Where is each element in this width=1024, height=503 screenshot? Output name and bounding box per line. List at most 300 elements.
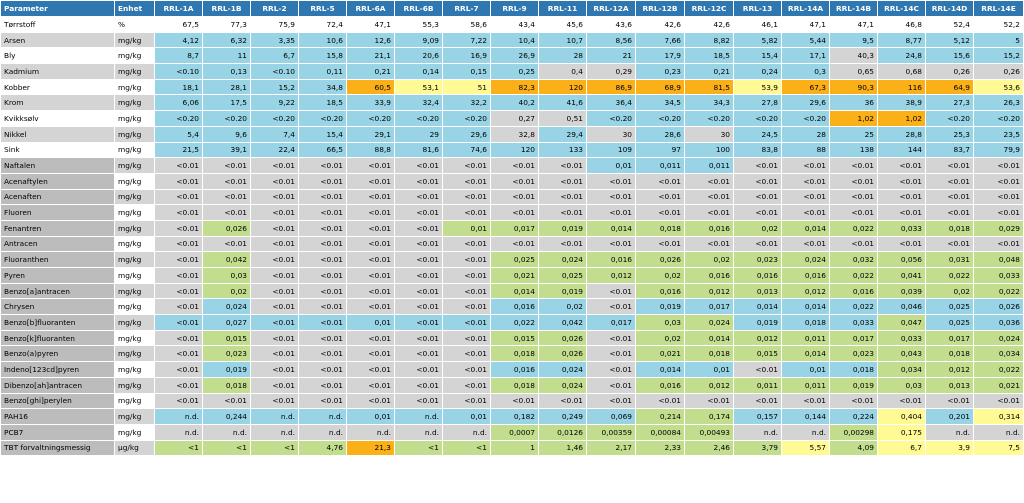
- value-cell: 0,03: [878, 377, 926, 393]
- value-cell: 0,144: [782, 409, 830, 425]
- value-cell: <0.20: [587, 111, 636, 127]
- value-cell: 0,51: [539, 111, 587, 127]
- value-cell: <0.20: [974, 111, 1024, 127]
- value-cell: 21,3: [347, 440, 395, 456]
- value-cell: <0.01: [299, 158, 347, 174]
- value-cell: 0,021: [636, 346, 685, 362]
- value-cell: <0.20: [299, 111, 347, 127]
- value-cell: <0.01: [299, 315, 347, 331]
- value-cell: <0.01: [491, 393, 539, 409]
- value-cell: <0.01: [830, 189, 878, 205]
- value-cell: n.d.: [395, 424, 443, 440]
- value-cell: 0,011: [734, 377, 782, 393]
- value-cell: 32,8: [491, 126, 539, 142]
- value-cell: 97: [636, 142, 685, 158]
- value-cell: 5,4: [155, 126, 203, 142]
- value-cell: 29,4: [539, 126, 587, 142]
- value-cell: <0.01: [587, 299, 636, 315]
- value-cell: <0.20: [443, 111, 491, 127]
- table-row: [1, 299, 1024, 315]
- value-cell: 34,8: [299, 79, 347, 95]
- value-cell: 0,036: [974, 315, 1024, 331]
- column-header-sample: RRL-6B: [395, 1, 443, 17]
- value-cell: <0.20: [395, 111, 443, 127]
- value-cell: 81,5: [685, 79, 734, 95]
- value-cell: 0,01: [347, 409, 395, 425]
- unit-cell: mg/kg: [115, 189, 155, 205]
- value-cell: 7,22: [443, 32, 491, 48]
- value-cell: 0,012: [782, 283, 830, 299]
- unit-cell: mg/kg: [115, 362, 155, 378]
- value-cell: 43,4: [491, 17, 539, 33]
- parameter-cell: Chrysen: [1, 299, 115, 315]
- value-cell: <0.01: [155, 236, 203, 252]
- value-cell: n.d.: [203, 424, 251, 440]
- table-row: [1, 252, 1024, 268]
- value-cell: <0.01: [299, 283, 347, 299]
- value-cell: <0.01: [347, 220, 395, 236]
- value-cell: 47,1: [347, 17, 395, 33]
- value-cell: <0.01: [782, 205, 830, 221]
- value-cell: 0,025: [926, 299, 974, 315]
- value-cell: 1,46: [539, 440, 587, 456]
- parameter-cell: Sink: [1, 142, 115, 158]
- value-cell: <0.01: [443, 268, 491, 284]
- table-row: [1, 48, 1024, 64]
- value-cell: <0.01: [299, 220, 347, 236]
- unit-cell: mg/kg: [115, 377, 155, 393]
- parameter-cell: PCB7: [1, 424, 115, 440]
- value-cell: 109: [587, 142, 636, 158]
- value-cell: 4,12: [155, 32, 203, 48]
- table-row: [1, 409, 1024, 425]
- value-cell: <0.01: [299, 268, 347, 284]
- value-cell: <0.01: [734, 205, 782, 221]
- value-cell: 0,018: [203, 377, 251, 393]
- value-cell: 133: [539, 142, 587, 158]
- value-cell: 1: [491, 440, 539, 456]
- table-row: [1, 17, 1024, 33]
- value-cell: 28: [782, 126, 830, 142]
- value-cell: 5,12: [926, 32, 974, 48]
- table-row: [1, 424, 1024, 440]
- value-cell: <0.01: [251, 315, 299, 331]
- value-cell: <0.01: [443, 377, 491, 393]
- value-cell: <0.01: [587, 189, 636, 205]
- value-cell: 0,019: [539, 220, 587, 236]
- table-body: [1, 17, 1024, 456]
- value-cell: 0,016: [636, 283, 685, 299]
- value-cell: 28,1: [203, 79, 251, 95]
- value-cell: 0,024: [685, 315, 734, 331]
- value-cell: 0,249: [539, 409, 587, 425]
- value-cell: 0,042: [203, 252, 251, 268]
- value-cell: <0.01: [347, 158, 395, 174]
- value-cell: 0,026: [539, 330, 587, 346]
- value-cell: 29,1: [347, 126, 395, 142]
- value-cell: 0,019: [636, 299, 685, 315]
- value-cell: 0,013: [734, 283, 782, 299]
- value-cell: <0.01: [974, 189, 1024, 205]
- parameter-cell: Indeno[123cd]pyren: [1, 362, 115, 378]
- value-cell: 21,5: [155, 142, 203, 158]
- unit-cell: mg/kg: [115, 142, 155, 158]
- value-cell: <0.01: [443, 346, 491, 362]
- value-cell: 0,024: [974, 330, 1024, 346]
- column-header-sample: RRL-14D: [926, 1, 974, 17]
- value-cell: n.d.: [347, 424, 395, 440]
- value-cell: 6,7: [878, 440, 926, 456]
- column-header-sample: RRL-1B: [203, 1, 251, 17]
- column-header-sample: RRL-1A: [155, 1, 203, 17]
- value-cell: 47,1: [830, 17, 878, 33]
- value-cell: <0.01: [203, 173, 251, 189]
- parameter-cell: Kvikksølv: [1, 111, 115, 127]
- value-cell: <0.01: [347, 205, 395, 221]
- value-cell: 0,018: [491, 377, 539, 393]
- parameter-cell: Benzo[b]fluoranten: [1, 315, 115, 331]
- value-cell: 34,5: [636, 95, 685, 111]
- value-cell: 0,026: [636, 252, 685, 268]
- value-cell: 0,031: [926, 252, 974, 268]
- value-cell: 5,57: [782, 440, 830, 456]
- value-cell: <0.01: [299, 252, 347, 268]
- value-cell: <0.01: [539, 236, 587, 252]
- column-header-sample: RRL-12A: [587, 1, 636, 17]
- value-cell: 30: [685, 126, 734, 142]
- unit-cell: mg/kg: [115, 409, 155, 425]
- parameter-cell: Arsen: [1, 32, 115, 48]
- unit-cell: mg/kg: [115, 220, 155, 236]
- table-row: [1, 440, 1024, 456]
- value-cell: <0.01: [878, 205, 926, 221]
- value-cell: <1: [251, 440, 299, 456]
- value-cell: 5: [974, 32, 1024, 48]
- value-cell: 0,014: [782, 299, 830, 315]
- value-cell: <0.01: [878, 158, 926, 174]
- value-cell: 0,175: [878, 424, 926, 440]
- value-cell: 0,022: [830, 268, 878, 284]
- column-header-sample: RRL-2: [251, 1, 299, 17]
- value-cell: <0.01: [203, 205, 251, 221]
- value-cell: <0.01: [251, 362, 299, 378]
- value-cell: 0,022: [491, 315, 539, 331]
- value-cell: <0.01: [926, 393, 974, 409]
- value-cell: 42,6: [685, 17, 734, 33]
- unit-cell: mg/kg: [115, 173, 155, 189]
- value-cell: 0,034: [878, 362, 926, 378]
- value-cell: <0.01: [251, 299, 299, 315]
- value-cell: 0,069: [587, 409, 636, 425]
- value-cell: 120: [491, 142, 539, 158]
- value-cell: <0.01: [734, 158, 782, 174]
- table-row: [1, 393, 1024, 409]
- value-cell: 23,5: [974, 126, 1024, 142]
- value-cell: 0,01: [782, 362, 830, 378]
- value-cell: 0,012: [685, 377, 734, 393]
- value-cell: 0,03: [636, 315, 685, 331]
- column-header-sample: RRL-14B: [830, 1, 878, 17]
- parameter-cell: Acenaftylen: [1, 173, 115, 189]
- value-cell: 0,018: [491, 346, 539, 362]
- value-cell: 0,012: [734, 330, 782, 346]
- value-cell: 144: [878, 142, 926, 158]
- value-cell: 0,014: [587, 220, 636, 236]
- table-row: [1, 330, 1024, 346]
- value-cell: 0,033: [878, 330, 926, 346]
- value-cell: <0.01: [155, 330, 203, 346]
- value-cell: 0,11: [299, 64, 347, 80]
- value-cell: 0,056: [878, 252, 926, 268]
- value-cell: <0.01: [395, 205, 443, 221]
- value-cell: 15,4: [299, 126, 347, 142]
- value-cell: 0,02: [203, 283, 251, 299]
- parameter-cell: PAH16: [1, 409, 115, 425]
- value-cell: <0.01: [347, 346, 395, 362]
- value-cell: 0,3: [782, 64, 830, 80]
- value-cell: <0.01: [636, 189, 685, 205]
- value-cell: 82,3: [491, 79, 539, 95]
- value-cell: 38,9: [878, 95, 926, 111]
- value-cell: 53,9: [734, 79, 782, 95]
- value-cell: <0.01: [443, 299, 491, 315]
- value-cell: <0.01: [299, 362, 347, 378]
- value-cell: 29,6: [443, 126, 491, 142]
- value-cell: 17,9: [636, 48, 685, 64]
- value-cell: 46,8: [878, 17, 926, 33]
- value-cell: 8,7: [155, 48, 203, 64]
- value-cell: 29,6: [782, 95, 830, 111]
- value-cell: <0.01: [251, 205, 299, 221]
- value-cell: <0.01: [395, 377, 443, 393]
- value-cell: <0.01: [155, 362, 203, 378]
- value-cell: 0,047: [878, 315, 926, 331]
- value-cell: <0.01: [251, 189, 299, 205]
- parameter-cell: Pyren: [1, 268, 115, 284]
- value-cell: 0,027: [203, 315, 251, 331]
- value-cell: <0.01: [443, 283, 491, 299]
- value-cell: <0.01: [636, 393, 685, 409]
- value-cell: 0,018: [830, 362, 878, 378]
- value-cell: 0,025: [926, 315, 974, 331]
- value-cell: <0.01: [299, 173, 347, 189]
- value-cell: 22,4: [251, 142, 299, 158]
- unit-cell: mg/kg: [115, 205, 155, 221]
- value-cell: 0,01: [443, 220, 491, 236]
- value-cell: 138: [830, 142, 878, 158]
- value-cell: <0.01: [347, 189, 395, 205]
- value-cell: <0.01: [299, 377, 347, 393]
- value-cell: <0.01: [347, 283, 395, 299]
- value-cell: 27,3: [926, 95, 974, 111]
- value-cell: <0.01: [782, 158, 830, 174]
- unit-cell: mg/kg: [115, 32, 155, 48]
- value-cell: 3,79: [734, 440, 782, 456]
- value-cell: 15,8: [299, 48, 347, 64]
- value-cell: <0.01: [251, 330, 299, 346]
- value-cell: <0.01: [299, 299, 347, 315]
- value-cell: <0.01: [539, 393, 587, 409]
- column-header-sample: RRL-14E: [974, 1, 1024, 17]
- value-cell: 0,013: [926, 377, 974, 393]
- value-cell: 21,1: [347, 48, 395, 64]
- value-cell: <0.01: [395, 283, 443, 299]
- parameter-cell: Bly: [1, 48, 115, 64]
- parameter-cell: Kobber: [1, 79, 115, 95]
- value-cell: n.d.: [734, 424, 782, 440]
- table-row: [1, 126, 1024, 142]
- value-cell: <0.01: [926, 189, 974, 205]
- value-cell: 0,011: [782, 330, 830, 346]
- value-cell: 0,012: [587, 268, 636, 284]
- table-row: [1, 315, 1024, 331]
- unit-cell: mg/kg: [115, 268, 155, 284]
- value-cell: <0.01: [782, 173, 830, 189]
- value-cell: 0,404: [878, 409, 926, 425]
- unit-cell: mg/kg: [115, 252, 155, 268]
- value-cell: <0.01: [155, 220, 203, 236]
- value-cell: <0.01: [203, 158, 251, 174]
- unit-cell: mg/kg: [115, 393, 155, 409]
- value-cell: 0,03: [203, 268, 251, 284]
- value-cell: 0,018: [926, 346, 974, 362]
- value-cell: <0.01: [926, 158, 974, 174]
- value-cell: <0.01: [587, 283, 636, 299]
- table-row: [1, 95, 1024, 111]
- value-cell: 0,00298: [830, 424, 878, 440]
- parameter-cell: Benzo[k]fluoranten: [1, 330, 115, 346]
- value-cell: <0.01: [251, 346, 299, 362]
- value-cell: <0.01: [734, 393, 782, 409]
- value-cell: <0.01: [347, 236, 395, 252]
- value-cell: 0,022: [830, 299, 878, 315]
- value-cell: <0.01: [587, 205, 636, 221]
- value-cell: 36,4: [587, 95, 636, 111]
- value-cell: 79,9: [974, 142, 1024, 158]
- value-cell: 0,015: [734, 346, 782, 362]
- column-header-sample: RRL-6A: [347, 1, 395, 17]
- value-cell: <0.01: [974, 173, 1024, 189]
- value-cell: <0.01: [443, 362, 491, 378]
- value-cell: <0.01: [155, 393, 203, 409]
- value-cell: <0.01: [685, 173, 734, 189]
- value-cell: 0,02: [685, 252, 734, 268]
- value-cell: 0,016: [587, 252, 636, 268]
- value-cell: <0.01: [587, 346, 636, 362]
- column-header-sample: RRL-9: [491, 1, 539, 17]
- value-cell: n.d.: [782, 424, 830, 440]
- value-cell: 4,76: [299, 440, 347, 456]
- column-header-sample: RRL-13: [734, 1, 782, 17]
- parameter-cell: Naftalen: [1, 158, 115, 174]
- value-cell: 0,039: [878, 283, 926, 299]
- value-cell: 0,23: [636, 64, 685, 80]
- parameter-cell: Tørrstoff: [1, 17, 115, 33]
- value-cell: 88: [782, 142, 830, 158]
- value-cell: 39,1: [203, 142, 251, 158]
- value-cell: <0.01: [587, 173, 636, 189]
- value-cell: 0,025: [491, 252, 539, 268]
- unit-cell: µg/kg: [115, 440, 155, 456]
- value-cell: <0.01: [395, 252, 443, 268]
- value-cell: 18,1: [155, 79, 203, 95]
- value-cell: <0.01: [155, 252, 203, 268]
- value-cell: <0.10: [251, 64, 299, 80]
- parameter-cell: Kadmium: [1, 64, 115, 80]
- value-cell: <0.01: [830, 173, 878, 189]
- value-cell: 53,1: [395, 79, 443, 95]
- value-cell: 75,9: [251, 17, 299, 33]
- value-cell: <0.01: [443, 173, 491, 189]
- column-header-sample: RRL-5: [299, 1, 347, 17]
- value-cell: <0.01: [734, 173, 782, 189]
- value-cell: 74,6: [443, 142, 491, 158]
- value-cell: 0,016: [782, 268, 830, 284]
- value-cell: 5,82: [734, 32, 782, 48]
- value-cell: 34,3: [685, 95, 734, 111]
- value-cell: n.d.: [443, 424, 491, 440]
- table-row: [1, 283, 1024, 299]
- value-cell: <0.20: [636, 111, 685, 127]
- value-cell: 6,32: [203, 32, 251, 48]
- value-cell: <0.01: [299, 205, 347, 221]
- value-cell: <0.01: [685, 189, 734, 205]
- value-cell: <0.01: [203, 393, 251, 409]
- value-cell: 0,024: [203, 299, 251, 315]
- value-cell: <0.01: [539, 189, 587, 205]
- value-cell: 0,043: [878, 346, 926, 362]
- value-cell: <0.01: [974, 393, 1024, 409]
- value-cell: <0.01: [155, 189, 203, 205]
- table-row: [1, 236, 1024, 252]
- value-cell: <0.01: [734, 236, 782, 252]
- value-cell: <0.01: [347, 393, 395, 409]
- unit-cell: mg/kg: [115, 48, 155, 64]
- unit-cell: mg/kg: [115, 111, 155, 127]
- value-cell: 10,4: [491, 32, 539, 48]
- value-cell: <0.01: [395, 220, 443, 236]
- value-cell: <0.01: [830, 205, 878, 221]
- parameter-cell: Antracen: [1, 236, 115, 252]
- value-cell: <0.01: [539, 158, 587, 174]
- value-cell: <0.01: [685, 236, 734, 252]
- value-cell: <0.01: [395, 346, 443, 362]
- header-row: [1, 1, 1024, 17]
- value-cell: 66,5: [299, 142, 347, 158]
- value-cell: 1,02: [878, 111, 926, 127]
- value-cell: <0.01: [251, 158, 299, 174]
- value-cell: <0.01: [782, 393, 830, 409]
- value-cell: 67,5: [155, 17, 203, 33]
- value-cell: <0.01: [347, 299, 395, 315]
- value-cell: <0.01: [539, 205, 587, 221]
- unit-cell: mg/kg: [115, 236, 155, 252]
- value-cell: 0,201: [926, 409, 974, 425]
- value-cell: <0.01: [636, 173, 685, 189]
- value-cell: 0,033: [974, 268, 1024, 284]
- value-cell: <0.01: [443, 205, 491, 221]
- value-cell: <0.01: [830, 393, 878, 409]
- value-cell: <0.01: [443, 330, 491, 346]
- value-cell: 1,02: [830, 111, 878, 127]
- table-row: [1, 377, 1024, 393]
- value-cell: <0.01: [587, 377, 636, 393]
- value-cell: 0,014: [782, 220, 830, 236]
- value-cell: 3,9: [926, 440, 974, 456]
- value-cell: 0,042: [539, 315, 587, 331]
- value-cell: <0.01: [251, 283, 299, 299]
- value-cell: <0.20: [685, 111, 734, 127]
